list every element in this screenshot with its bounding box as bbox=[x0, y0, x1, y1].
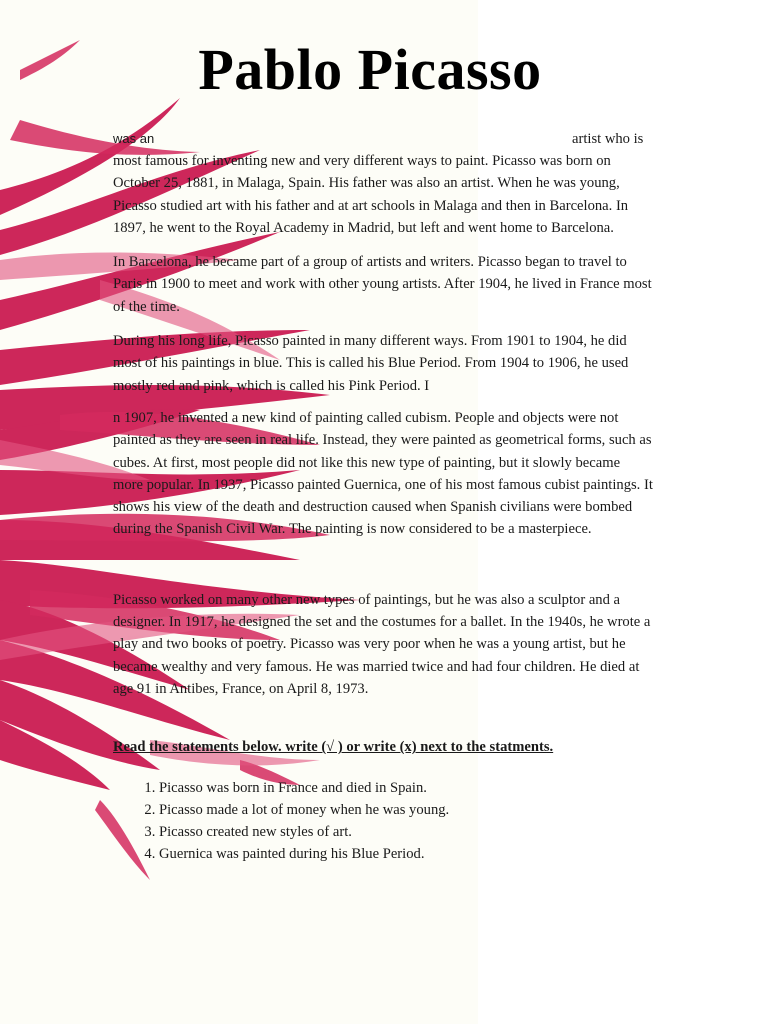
intro-first-line bbox=[113, 128, 653, 150]
article-body bbox=[113, 128, 653, 866]
statement-item: 4. Guernica was painted during his Blue Period. bbox=[159, 843, 653, 865]
paragraph: n 1907, he invented a new kind of painting called cubism. People and objects were not painted as they are seen in real life. Instead, they were painted as geometrical forms, such as cubes. At first, most people did not like this new type of painting, but it slowly became more popular. In 1937, Picasso painted Guernica, one of his most famous cubist paintings. It shows his view of the death and destruction caused when Spanish civilians were bombed during the Spanish Civil War. The painting is now considered to be a masterpiece. bbox=[113, 409, 653, 538]
statement-item: 3. Picasso created new styles of art. bbox=[159, 821, 653, 843]
statement-item: 1. Picasso was born in France and died in Spain. bbox=[159, 777, 653, 799]
paragraph: During his long life, Picasso painted in many different ways. From 1901 to 1904, he did most of his paintings in blue. This is called his Blue Period. From 1904 to 1906, he used mostly red and pink, which is called his Pink Period. I bbox=[113, 333, 629, 394]
paragraph-spacer bbox=[113, 553, 653, 589]
intro-tail: artist who is bbox=[572, 131, 644, 147]
statement-item: 2. Picasso made a lot of money when he was young. bbox=[159, 799, 653, 821]
statement-list bbox=[113, 777, 653, 866]
page-title: Pablo Picasso bbox=[198, 37, 542, 102]
intro-lead: was an bbox=[113, 131, 155, 146]
paragraph: Picasso worked on many other new types of paintings, but he was also a sculptor and a designer. In 1917, he designed the set and the costumes for a ballet. In the 1940s, he wrote a play and two books of poetry. Picasso was very poor when he was a young artist, but he became wealthy and very famous. He was married twice and had four children. He died at age 91 in Antibes, France, on April 8, 1973. bbox=[113, 591, 651, 697]
intro-paragraph: most famous for inventing new and very different ways to paint. Picasso was born on October 25, 1881, in Malaga, Spain. His father was also an artist. When he was young, Picasso studied art with his father and at art schools in Malaga and then in Barcelona. In 1897, he went to the Royal Academy in Madrid, but left and went home to Barcelona. bbox=[113, 153, 629, 236]
exercise-instructions: Read the statements below. write (√ ) or write (x) next to the statments. bbox=[113, 739, 554, 756]
paragraph: In Barcelona, he became part of a group of artists and writers. Picasso began to travel to Paris in 1900 to meet and work with other young artists. After 1904, he lived in France most of the time. bbox=[113, 254, 652, 315]
